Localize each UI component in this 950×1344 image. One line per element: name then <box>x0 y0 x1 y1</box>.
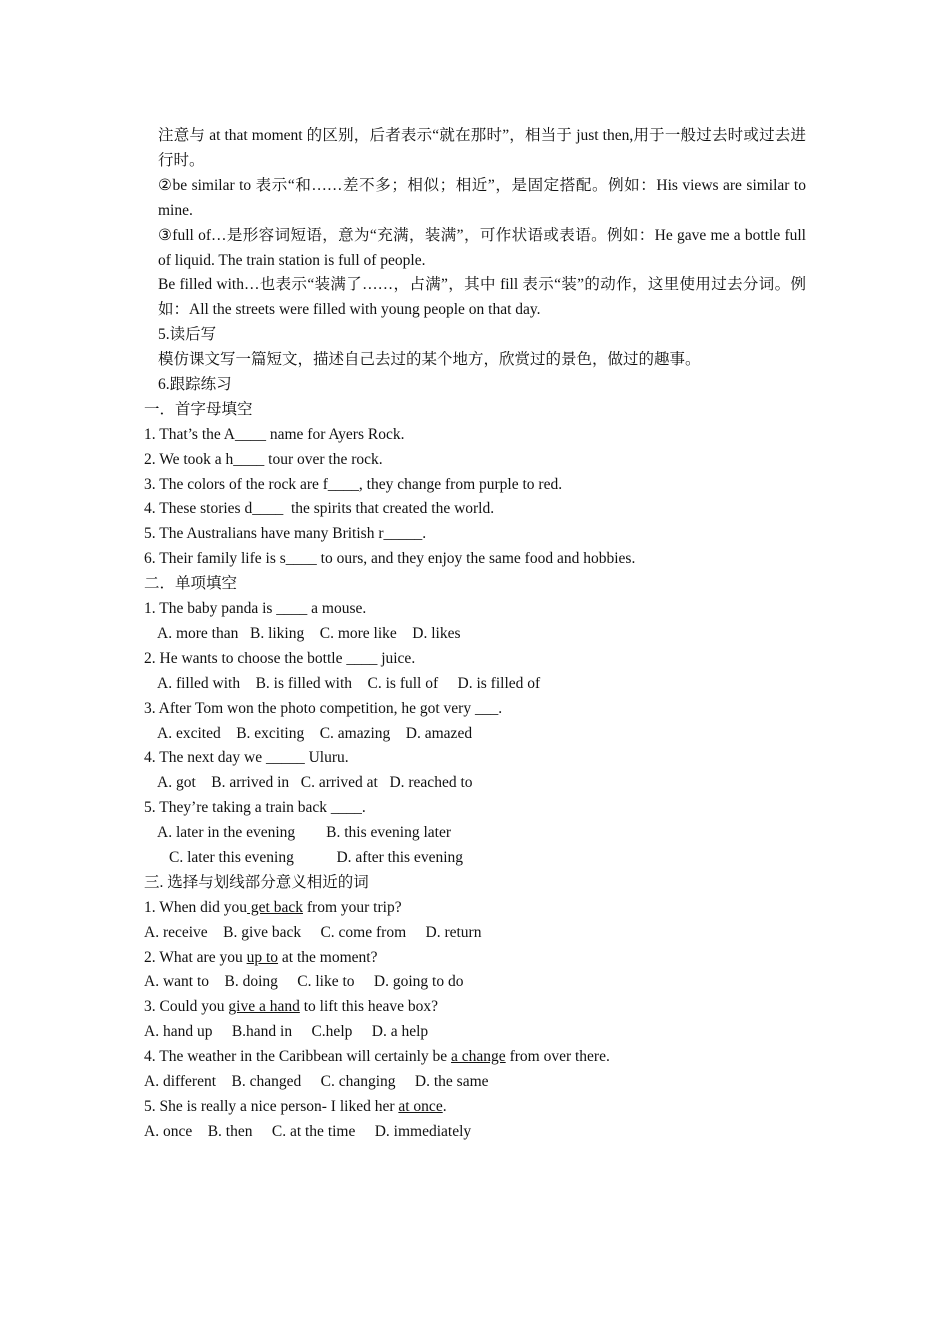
question-text: from over there. <box>505 1048 610 1066</box>
question-text: 2. What are you <box>144 948 247 966</box>
part2-options-1: A. more than B. liking C. more like D. likes <box>157 624 461 642</box>
part2-options-4: A. got B. arrived in C. arrived at D. reached to <box>157 774 473 792</box>
section-heading-read-write: 5.读后写 <box>158 326 217 344</box>
part2-question-5: 5. They’re taking a train back ____. <box>144 799 366 817</box>
part1-item-5: 5. The Australians have many British r_____. <box>144 525 427 543</box>
question-text: at the moment? <box>278 948 378 966</box>
question-text: 4. The weather in the Caribbean will certainly be <box>144 1048 452 1066</box>
part1-item-2: 2. We took a h____ tour over the rock. <box>144 450 383 468</box>
part3-question-3 <box>144 995 806 1020</box>
part3-title: 三. 选择与划线部分意义相近的词 <box>144 873 369 891</box>
document-page <box>144 124 806 1145</box>
part1-item-4: 4. These stories d____ the spirits that created the world. <box>144 500 495 518</box>
part1-item-6: 6. Their family life is s____ to ours, and they enjoy the same food and hobbies. <box>144 550 636 568</box>
note-paragraph-4: Be filled with…也表示“装满了……，占满”，其中 fill 表示“装”的动作，这里使用过去分词。例如：All the streets were filled with young people on that day. <box>158 276 806 319</box>
question-text: 1. When did you <box>144 898 248 916</box>
note-paragraph-1: 注意与 at that moment 的区别，后者表示“就在那时”，相当于 just then,用于一般过去时或过去进行时。 <box>158 127 806 169</box>
underlined-phrase: get back <box>247 898 303 916</box>
part3-options-2: A. want to B. doing C. like to D. going to do <box>144 973 464 991</box>
part1-item-3: 3. The colors of the rock are f____, they change from purple to red. <box>144 475 563 493</box>
question-text: from your trip? <box>303 898 402 916</box>
question-text: . <box>442 1097 447 1115</box>
part2-options-3: A. excited B. exciting C. amazing D. amazed <box>157 724 473 742</box>
part2-question-3: 3. After Tom won the photo competition, he got very ___. <box>144 699 503 717</box>
part3-question-4 <box>144 1045 806 1070</box>
question-text: 5. She is really a nice person- I liked her <box>144 1097 399 1115</box>
part2-options-2: A. filled with B. is filled with C. is full of D. is filled of <box>157 674 541 692</box>
part2-question-2: 2. He wants to choose the bottle ____ juice. <box>144 649 416 667</box>
part2-options-5a: A. later in the evening B. this evening later <box>157 824 451 842</box>
question-text: 3. Could you <box>144 998 229 1016</box>
part3-options-4: A. different B. changed C. changing D. the same <box>144 1072 489 1090</box>
note-paragraph-3: ③full of…是形容词短语，意为“充满，装满”，可作状语或表语。例如：He gave me a bottle full of liquid. The train station is full of people. <box>158 226 806 269</box>
underlined-phrase: up to <box>246 948 279 966</box>
part3-options-1: A. receive B. give back C. come from D. return <box>144 923 482 941</box>
underlined-phrase: give a hand <box>228 998 300 1016</box>
note-paragraph-2: ②be similar to 表示“和……差不多；相似；相近”，是固定搭配。例如：His views are similar to mine. <box>158 176 806 219</box>
part3-options-5: A. once B. then C. at the time D. immediately <box>144 1122 472 1140</box>
part3-question-1 <box>144 896 806 921</box>
part2-options-5b: C. later this evening D. after this evening <box>169 848 464 866</box>
part2-title: 二．单项填空 <box>144 575 238 593</box>
part3-question-2 <box>144 946 806 971</box>
underlined-phrase: at once <box>398 1097 443 1115</box>
section-text-read-write: 模仿课文写一篇短文，描述自己去过的某个地方，欣赏过的景色，做过的趣事。 <box>158 351 701 369</box>
question-text: to lift this heave box? <box>299 998 439 1016</box>
part1-item-1: 1. That’s the A____ name for Ayers Rock. <box>144 425 405 443</box>
underlined-phrase: a change <box>451 1048 506 1066</box>
part2-question-4: 4. The next day we _____ Uluru. <box>144 749 349 767</box>
part1-title: 一．首字母填空 <box>144 400 253 418</box>
part2-question-1: 1. The baby panda is ____ a mouse. <box>144 600 367 618</box>
section-heading-practice: 6.跟踪练习 <box>158 376 232 394</box>
part3-options-3: A. hand up B.hand in C.help D. a help <box>144 1023 429 1041</box>
part3-question-5 <box>144 1095 806 1120</box>
